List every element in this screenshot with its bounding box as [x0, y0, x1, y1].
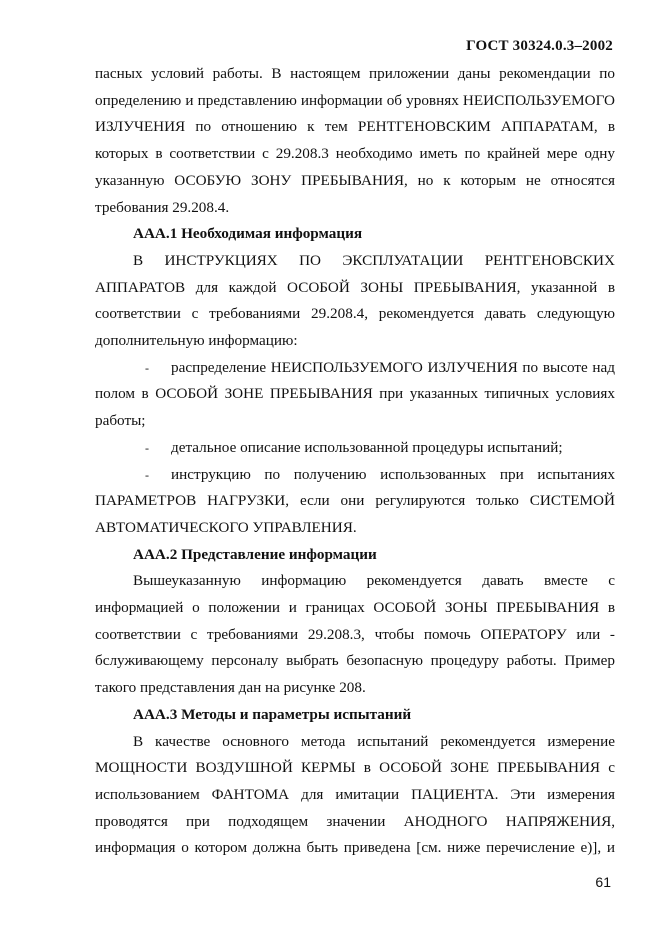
paragraph-presentation: Вышеуказанную информацию рекомендуется давать вместе с информацией о положении и границах ОСОБОЙ ЗОНЫ ПРЕБЫВАНИЯ в соответствии с требованиями 29.208.3, чтобы помочь ОПЕРАТОРУ или - бслуживающему персоналу выбрать безопасную процедуру работы. Пример такого представления дан на рисунке 208.: [95, 572, 615, 697]
section-heading-aaa1: ААА.1 Необходимая информация: [133, 225, 363, 243]
list-item-text: распределение НЕИСПОЛЬЗУЕМОГО ИЗЛУЧЕНИЯ по высоте над полом в ОСОБОЙ ЗОНЕ ПРЕБЫВАНИЯ при указанных типичных условиях работы;: [95, 358, 615, 430]
page-number: 61: [595, 874, 611, 890]
list-dash-marker: -: [145, 467, 149, 482]
list-dash-marker: -: [145, 440, 149, 455]
document-body: [95, 61, 615, 862]
paragraph-required-info: В ИНСТРУКЦИЯХ ПО ЭКСПЛУАТАЦИИ РЕНТГЕНОВСКИХ АППАРАТОВ для каждой ОСОБОЙ ЗОНЫ ПРЕБЫВАНИЯ, указанной в соответствии с требованиями 29.208.4, рекомендуется давать следующую дополнительную информацию:: [95, 251, 615, 350]
section-heading-aaa2: ААА.2 Представление информации: [133, 545, 377, 563]
paragraph-test-methods: В качестве основного метода испытаний рекомендуется измерение МОЩНОСТИ ВОЗДУШНОЙ КЕРМЫ в ОСОБОЙ ЗОНЕ ПРЕБЫВАНИЯ с использованием ФАНТОМА для имитации ПАЦИЕНТА. Эти измерения проводятся при подходящем значении АНОДНОГО НАПРЯЖЕНИЯ, информация о котором должна быть приведена [см. ниже перечисление е)], и: [95, 732, 615, 857]
list-item: [95, 462, 615, 542]
list-item: [95, 435, 615, 462]
list-item: [95, 355, 615, 435]
paragraph-continuation: пасных условий работы. В настоящем приложении даны рекомендации по определению и представлению информации об уровнях НЕИСПОЛЬЗУЕМОГО ИЗЛУЧЕНИЯ по отношению к тем РЕНТГЕНОВСКИМ АППАРАТАМ, в которых в соответствии с 29.208.3 необходимо иметь по крайней мере одну указанную ОСОБУЮ ЗОНУ ПРЕБЫВАНИЯ, но к которым не относятся требования 29.208.4.: [95, 65, 615, 216]
standard-header: ГОСТ 30324.0.3–2002: [466, 38, 613, 54]
section-heading-aaa3: ААА.3 Методы и параметры испытаний: [133, 705, 412, 723]
list-dash-marker: -: [145, 360, 149, 375]
list-item-text: детальное описание использованной процедуры испытаний;: [171, 438, 563, 456]
list-item-text: инструкцию по получению использованных при испытаниях ПАРАМЕТРОВ НАГРУЗКИ, если они регулируются только СИСТЕМОЙ АВТОМАТИЧЕСКОГО УПРАВЛЕНИЯ.: [95, 465, 615, 536]
